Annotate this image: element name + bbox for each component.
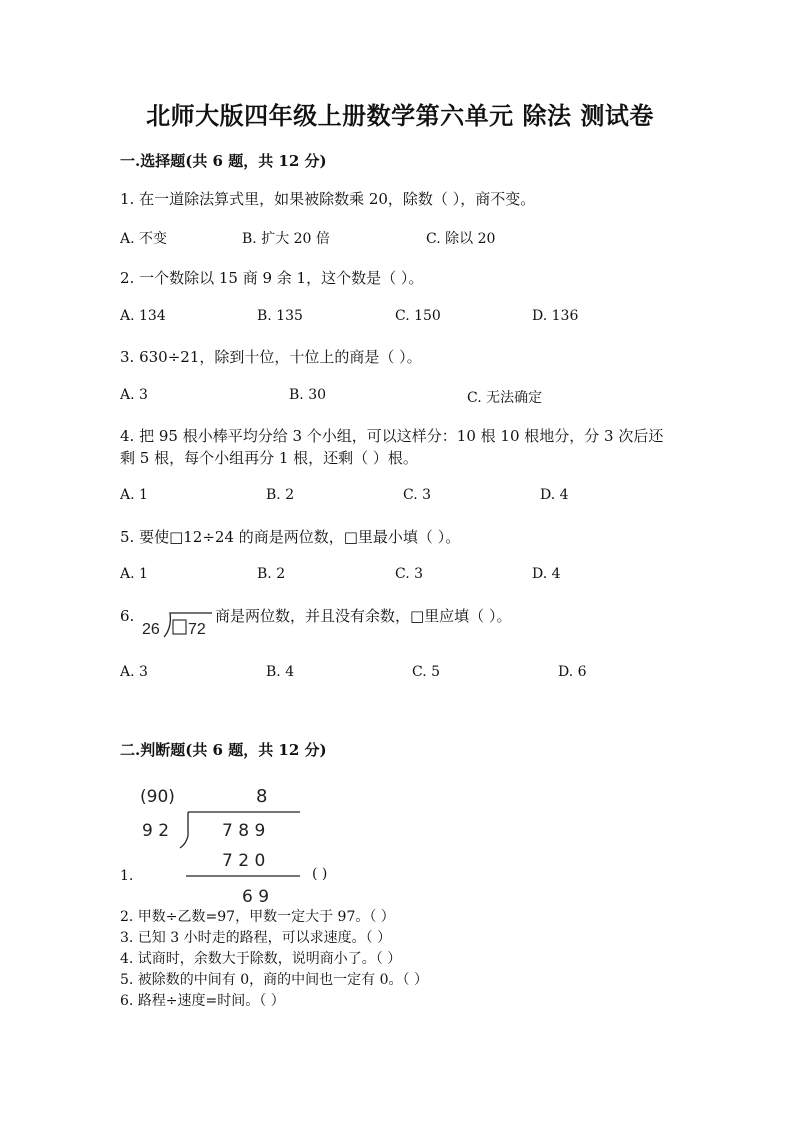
question-2: 2. 一个数除以 15 商 9 余 1，这个数是（ ）。 [120,269,424,287]
section-heading-choice: 一.选择题(共 6 题，共 12 分) [120,152,327,170]
option-c: C. 150 [395,308,441,324]
option-b: B. 4 [266,664,295,680]
blank-box [173,620,186,634]
question-5: 5. 要使□12÷24 的商是两位数，□里最小填（ ）。 [120,528,461,546]
question-4-line-2: 剩 5 根，每个小组再分 1 根，还剩（ ）根。 [120,449,418,467]
option-a: A. 不变 [120,231,168,247]
option-a: A. 3 [120,664,148,680]
question-1: 1. 在一道除法算式里，如果被除数乘 20，除数（ ），商不变。 [120,190,536,208]
question-6-number: 6. [120,607,135,625]
option-c: C. 3 [403,487,432,503]
remainder-69: 6 9 [242,887,270,907]
option-b: B. 2 [266,487,295,503]
option-c: C. 无法确定 [467,390,543,406]
option-d: D. 4 [532,566,561,582]
option-a: A. 1 [120,487,148,503]
option-c: C. 5 [412,664,441,680]
estimate-90: (90) [140,787,175,807]
judgment-5: 5. 被除数的中间有 0，商的中间也一定有 0。（ ） [120,972,428,988]
option-b: B. 2 [257,566,286,582]
page-title: 北师大版四年级上册数学第六单元 除法 测试卷 [146,101,654,130]
divisor-26: 26 [142,621,160,638]
option-a: A. 3 [120,387,148,403]
option-a: A. 1 [120,566,148,582]
judgment-1-number: 1. [120,868,134,884]
question-3: 3. 630÷21，除到十位，十位上的商是（ ）。 [120,348,422,366]
option-c: C. 除以 20 [426,231,496,247]
option-d: D. 4 [540,487,569,503]
question-6-text: 商是两位数，并且没有余数，□里应填（ ）。 [215,607,512,625]
option-b: B. 30 [289,387,327,403]
dividend-72: 72 [188,621,206,638]
quotient-8: 8 [256,786,268,807]
bracket-curve [180,812,188,848]
option-b: B. 135 [257,308,303,324]
section-heading-judgment: 二.判断题(共 6 题，共 12 分) [120,741,327,759]
dividend-789: 7 8 9 [222,821,266,841]
option-d: D. 136 [532,308,579,324]
product-720: 7 2 0 [222,851,266,871]
option-d: D. 6 [558,664,587,680]
option-a: A. 134 [120,308,166,324]
option-b: B. 扩大 20 倍 [242,231,330,247]
judgment-6: 6. 路程÷速度=时间。（ ） [120,993,285,1009]
judgment-2: 2. 甲数÷乙数=97，甲数一定大于 97。（ ） [120,909,395,925]
divisor-92: 9 2 [142,821,170,841]
division-bracket-figure [138,606,214,640]
judgment-1-blank: ( ) [312,866,328,882]
judgment-3: 3. 已知 3 小时走的路程，可以求速度。（ ） [120,930,392,946]
long-division-figure [130,778,310,908]
judgment-4: 4. 试商时，余数大于除数，说明商小了。（ ） [120,951,402,967]
question-4-line-1: 4. 把 95 根小棒平均分给 3 个小组，可以这样分：10 根 10 根地分，分 3 次后还 [120,427,664,445]
option-c: C. 3 [395,566,424,582]
